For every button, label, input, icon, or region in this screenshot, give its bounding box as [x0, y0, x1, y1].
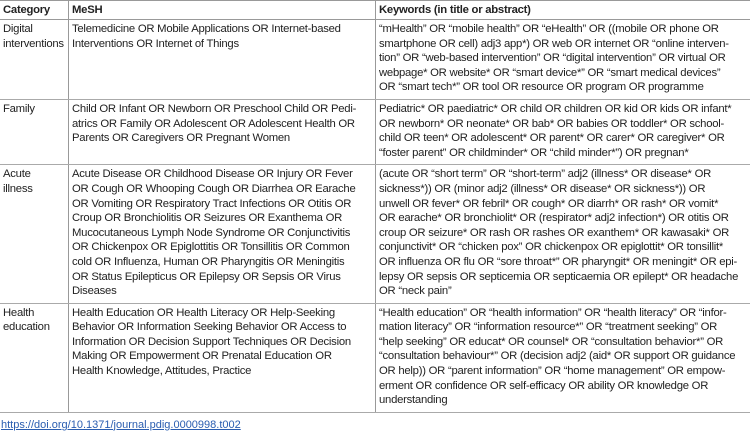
header-category: Category: [0, 1, 69, 20]
mesh-cell-line: Making OR Empowerment OR Prenatal Education OR: [72, 349, 372, 364]
keywords-cell-line: erment OR confidence OR self-efficacy OR ability OR knowledge OR: [379, 379, 747, 394]
keywords-cell: [376, 20, 750, 100]
mesh-cell-line: atrics OR Family OR Adolescent OR Adolescent Health OR: [72, 117, 372, 132]
mesh-cell-line: Health Education OR Health Literacy OR Help-Seeking: [72, 306, 372, 321]
mesh-cell-line: OR Chickenpox OR Epiglottitis OR Tonsillitis OR Common: [72, 240, 372, 255]
keywords-cell-line: mation literacy” OR “information resource*” OR “treatment seeking” OR: [379, 320, 747, 335]
keywords-cell-line: webpage* OR website* OR “smart device*” OR “smart medical devices”: [379, 66, 747, 81]
keywords-cell-line: croup OR seizure* OR rash OR rashes OR exanthem* OR kawasaki* OR: [379, 226, 747, 241]
keywords-cell-line: sickness*)) OR (minor adj2 (illness* OR disease* OR sickness*)) OR: [379, 182, 747, 197]
mesh-cell-line: OR Status Epilepticus OR Epilepsy OR Sepsis OR Virus: [72, 270, 372, 285]
keywords-cell-line: child OR teen* OR adolescent* OR parent* OR carer* OR caregiver* OR: [379, 131, 747, 146]
keywords-cell-line: unwell OR fever* OR febril* OR cough* OR diarrh* OR rash* OR vomit*: [379, 197, 747, 212]
keywords-cell-line: understanding: [379, 393, 747, 408]
doi-link[interactable]: https://doi.org/10.1371/journal.pdig.0000998.t002: [0, 419, 241, 431]
header-mesh: MeSH: [69, 1, 376, 20]
category-cell-line: Digital: [3, 22, 65, 37]
keywords-cell-line: OR “smart tech*” OR tool OR resource OR program OR programme: [379, 80, 747, 95]
keywords-cell-line: lepsy OR sepsis OR septicemia OR septicaemia OR epilept* OR headache: [379, 270, 747, 285]
keywords-cell-line: OR earache* OR bronchiolit* OR (respirator* adj2 infection*) OR otitis OR: [379, 211, 747, 226]
keywords-cell-line: “mHealth” OR “mobile health” OR “eHealth” OR ((mobile OR phone OR: [379, 22, 747, 37]
keywords-cell: [376, 303, 750, 412]
keywords-cell-line: Pediatric* OR paediatric* OR child OR children OR kid OR kids OR infant*: [379, 102, 747, 117]
mesh-cell-line: Mucocutaneous Lymph Node Syndrome OR Conjunctivitis: [72, 226, 372, 241]
mesh-cell-line: Health Knowledge, Attitudes, Practice: [72, 364, 372, 379]
category-cell: [0, 165, 69, 303]
keywords-cell: [376, 165, 750, 303]
mesh-cell-line: cold OR Influenza, Human OR Pharyngitis OR Meningitis: [72, 255, 372, 270]
mesh-cell-line: Diseases: [72, 284, 372, 299]
category-cell: [0, 303, 69, 412]
keywords-cell-line: OR newborn* OR neonate* OR bab* OR babies OR toddler* OR school-: [379, 117, 747, 132]
mesh-cell: [69, 20, 376, 100]
keywords-cell-line: smartphone OR cell) adj3 app*) OR web OR internet OR “online interven-: [379, 37, 747, 52]
category-cell-line: Family: [3, 102, 65, 117]
category-cell: [0, 20, 69, 100]
keywords-cell-line: “consultation behaviour*” OR (decision adj2 (aid* OR support OR guidance: [379, 349, 747, 364]
keywords-cell-line: “help seeking” OR educat* OR counsel* OR “consultation behavior*” OR: [379, 335, 747, 350]
category-cell-line: interventions: [3, 37, 65, 52]
mesh-cell-line: Information OR Decision Support Techniques OR Decision: [72, 335, 372, 350]
category-cell-line: Acute: [3, 167, 65, 182]
table-row: [0, 165, 750, 303]
mesh-cell-line: Acute Disease OR Childhood Disease OR Injury OR Fever: [72, 167, 372, 182]
mesh-cell-line: Behavior OR Information Seeking Behavior OR Access to: [72, 320, 372, 335]
table-row: [0, 99, 750, 164]
keywords-cell-line: tion” OR “web-based intervention” OR “digital intervention” OR virtual OR: [379, 51, 747, 66]
keywords-cell-line: OR influenza OR flu OR “sore throat*” OR pharyngit* OR meningit* OR epi-: [379, 255, 747, 270]
mesh-cell-line: Parents OR Caregivers OR Pregnant Women: [72, 131, 372, 146]
keywords-cell-line: conjunctivit* OR “chicken pox” OR chickenpox OR epiglottit* OR tonsillit*: [379, 240, 747, 255]
table-row: [0, 303, 750, 412]
mesh-cell: [69, 303, 376, 412]
mesh-cell-line: Croup OR Bronchiolitis OR Seizures OR Exanthema OR: [72, 211, 372, 226]
mesh-cell-line: Telemedicine OR Mobile Applications OR Internet-based: [72, 22, 372, 37]
keywords-cell: [376, 99, 750, 164]
mesh-cell: [69, 99, 376, 164]
mesh-cell-line: Child OR Infant OR Newborn OR Preschool Child OR Pedi-: [72, 102, 372, 117]
header-keywords: Keywords (in title or abstract): [376, 1, 750, 20]
category-cell-line: illness: [3, 182, 65, 197]
mesh-cell-line: OR Cough OR Whooping Cough OR Diarrhea OR Earache: [72, 182, 372, 197]
category-cell-line: Health: [3, 306, 65, 321]
mesh-cell-line: Interventions OR Internet of Things: [72, 37, 372, 52]
keywords-cell-line: OR help)) OR “parent information” OR “home management” OR empow-: [379, 364, 747, 379]
keywords-cell-line: “Health education” OR “health information” OR “health literacy” OR “infor-: [379, 306, 747, 321]
table-row: [0, 20, 750, 100]
keywords-cell-line: “foster parent” OR childminder* OR “child minder*”) OR pregnan*: [379, 146, 747, 161]
mesh-cell-line: OR Vomiting OR Respiratory Tract Infections OR Otitis OR: [72, 197, 372, 212]
category-cell-line: education: [3, 320, 65, 335]
keywords-cell-line: (acute OR “short term” OR “short-term” adj2 (illness* OR disease* OR: [379, 167, 747, 182]
keywords-cell-line: OR “neck pain”: [379, 284, 747, 299]
table-header-row: [0, 1, 750, 20]
category-cell: [0, 99, 69, 164]
mesh-cell: [69, 165, 376, 303]
